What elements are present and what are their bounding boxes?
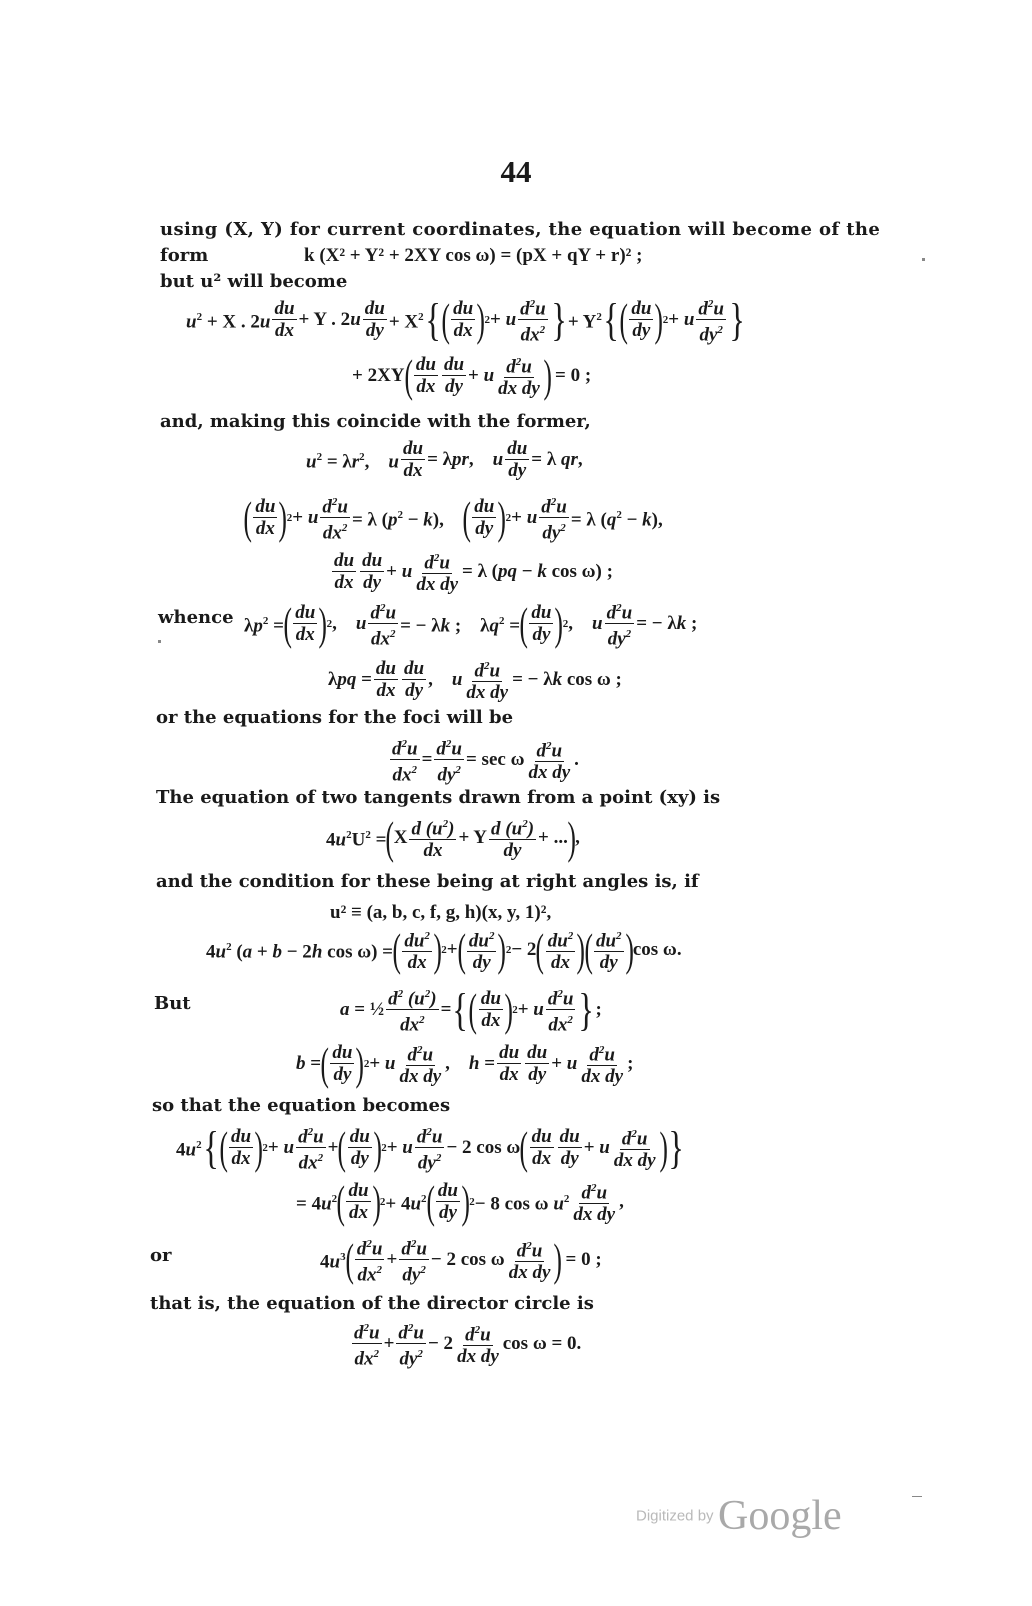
- paragraph-whence: whence: [158, 607, 234, 628]
- speck: [912, 1496, 922, 1497]
- google-logo: Google: [718, 1493, 842, 1539]
- paragraph-right-angles: and the condition for these being at right angles is, if: [156, 871, 699, 892]
- paragraph-tangents: The equation of two tangents drawn from a point (xy) is: [156, 787, 721, 808]
- paragraph-u2-become: but u² will become: [160, 271, 348, 292]
- paragraph-foci: or the equations for the foci will be: [156, 707, 514, 728]
- equation-foci: $\frac{d^2u}{dx^2}$ = $\frac{d^2u}{dy^2}$ = sec ω $\frac{d^2u}{\text{dx dy}}$ .: [388, 734, 579, 786]
- equation-lambda-3: $\frac{du}{dx}$ $\frac{du}{dy}$ + u $\frac{d^2u}{\text{dx dy}}$ = λ (pq − k cos ω) ;: [330, 548, 613, 595]
- paragraph-or: or: [150, 1245, 172, 1266]
- digitized-by-label: Digitized by: [636, 1507, 714, 1525]
- paragraph-director-circle: that is, the equation of the director circle is: [150, 1293, 594, 1314]
- equation-director-circle: $\frac{d^2u}{dx^2}$ + $\frac{d^2u}{dy^2}$ − 2 $\frac{d^2u}{\text{dx dy}}$ cos ω = 0.: [350, 1318, 581, 1370]
- equation-conic: u² ≡ (a, b, c, f, g, h)(x, y, 1)²,: [330, 902, 552, 923]
- paragraph-but: But: [154, 993, 191, 1014]
- equation-u2-expansion-line1: $u^2 + X$ . 2u $\frac{du}{dx}$ + Y . 2u $\frac{du}{dy}$ + $X^2$ { ( $\frac{du}{dx}$ ) 2 + u $\frac{d^2u}{dx^2}$ } + $Y^2$ { ( $\frac{du}{dy}$ ) 2 + u $\frac{d^2u}{dy^2}$ }: [186, 293, 745, 346]
- paragraph-form: form: [160, 245, 209, 266]
- equation-u2-expansion-line2: + 2XY ( $\frac{du}{dx}$ $\frac{du}{dy}$ + u $\frac{d^2u}{\text{dx dy}}$ ) = 0 ;: [352, 349, 592, 401]
- paragraph-equation-becomes: so that the equation becomes: [152, 1095, 451, 1116]
- speck: [922, 258, 925, 261]
- equation-expanded-line1: $4u^2$ { ( $\frac{du}{dx}$ ) 2 + u $\frac{d^2u}{dx^2}$ + ( $\frac{du}{dy}$ ) 2 + u $\frac{d^2u}{dy^2}$ − 2 cos ω ( $\frac{du}{dx}$ $\frac{du}{dy}$ + u $\frac{d^2u}{\text{dx dy}}$ ) }: [176, 1121, 684, 1174]
- paragraph-coincide: and, making this coincide with the former,: [160, 411, 591, 432]
- equation-whence: $\lambda p^2$ = ( $\frac{du}{dx}$ ) 2 , u $\frac{d^2u}{dx^2}$ = − λk ; $\lambda q^2$ = ( $\frac{du}{dy}$ ) 2 , u $\frac{d^2u}{dy^2}$ = − λk ;: [244, 597, 698, 650]
- equation-lambda-2: ( $\frac{du}{dx}$ ) 2 + u $\frac{d^2u}{dx^2}$ = λ $(p^2 - k)$, ( $\frac{du}{dy}$ ) 2 + u $\frac{d^2u}{dy^2}$ = λ $(q^2 - k)$,: [243, 491, 663, 544]
- equation-lambda-1: $u^2 = \lambda r^2$, u $\frac{du}{dx}$ = λpr, u $\frac{du}{dy}$ = λ qr,: [306, 438, 583, 481]
- equation-form: k (X² + Y² + 2XY cos ω) = (pX + qY + r)² ;: [304, 245, 643, 266]
- equation-b-h: b = ( $\frac{du}{dy}$ ) 2 + u $\frac{d^2u}{\text{dx dy}}$ , h = $\frac{du}{dx}$ $\frac{du}{dy}$ + u $\frac{d^2u}{\text{dx dy}}$ ;: [296, 1037, 634, 1089]
- speck: [158, 640, 161, 643]
- page-number: 44: [500, 154, 532, 189]
- google-watermark: [636, 1492, 842, 1540]
- equation-tangents: $4u^2U^2$ = ( X $\frac{d (u^2)}{dx}$ + Y $\frac{d (u^2)}{dy}$ + ... ) ,: [326, 811, 580, 863]
- equation-condition: $4u^2$ (a + b − 2h cos ω) = ( $\frac{du^2}{dx}$ ) 2 + ( $\frac{du^2}{dy}$ ) 2 − 2 ( $\frac{du^2}{dx}$ ) ( $\frac{du^2}{dy}$ ) cos ω.: [206, 923, 682, 975]
- paragraph-current-coordinates: using (X, Y) for current coordinates, the equation will become of the: [160, 219, 881, 240]
- equation-expanded-line2: = $4u^2$ ( $\frac{du}{dx}$ ) 2 + $4u^2$ ( $\frac{du}{dy}$ ) 2 − 8 cos ω $u^2$ $\frac{d^2u}{\text{dx dy}}$ ,: [296, 1175, 624, 1227]
- equation-a: a = ½ $\frac{d^2 (u^2)}{dx^2}$ = { ( $\frac{du}{dx}$ ) 2 + u $\frac{d^2u}{dx^2}$ } ;: [340, 983, 602, 1036]
- equation-or: $4u^3$ ( $\frac{d^2u}{dx^2}$ + $\frac{d^2u}{dy^2}$ − 2 cos ω $\frac{d^2u}{\text{dx dy}}$ ) = 0 ;: [320, 1233, 602, 1286]
- equation-lambda-pq: λpq = $\frac{du}{dx}$ $\frac{du}{dy}$ , u $\frac{d^2u}{\text{dx dy}}$ = − λk cos ω ;: [328, 656, 622, 703]
